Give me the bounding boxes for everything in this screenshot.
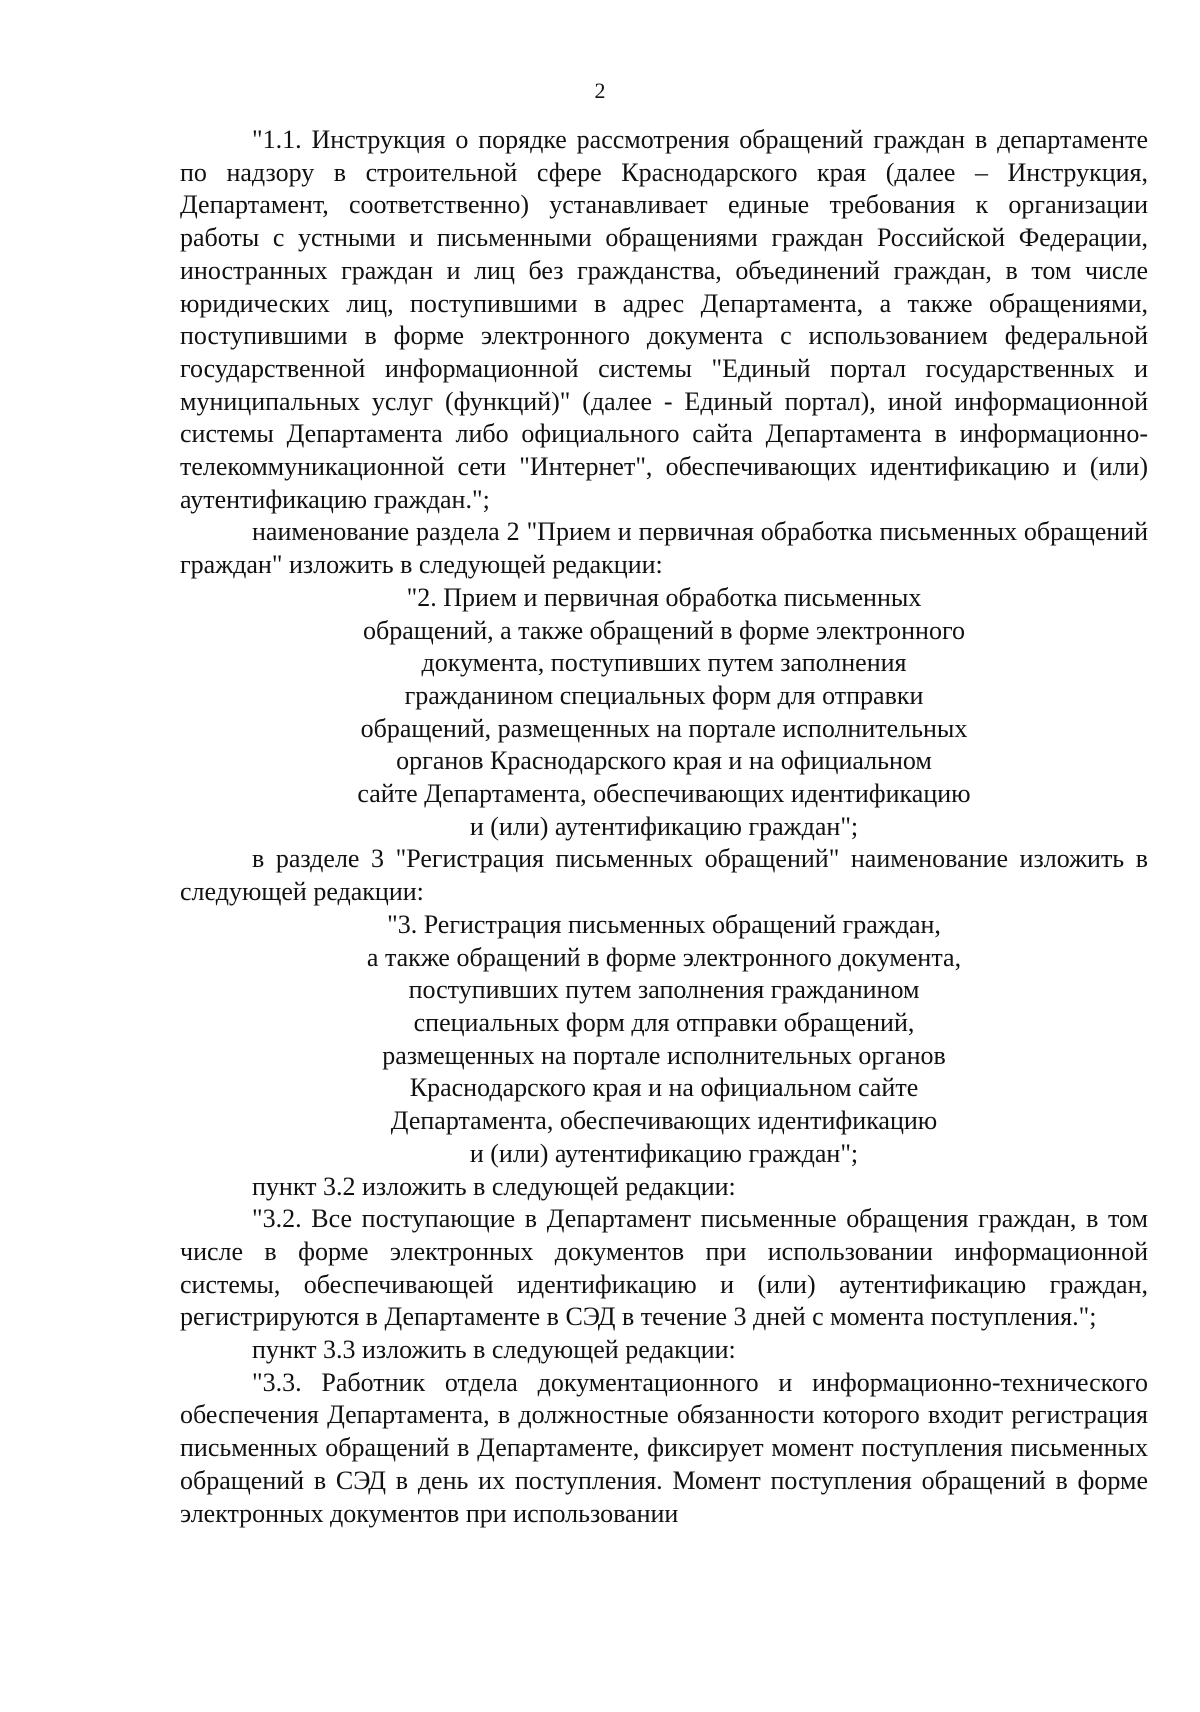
page-number: 2 [594,78,606,103]
paragraph-item-3-3-text: "3.3. Работник отдела документационного и информационно-технического обеспечения Департамента, в должностные обязанности которого входит регистрация письменных обращений в Департаменте, фиксирует момент поступления письменных обращений в СЭД в день их поступления. Момент поступления обращений в форме электронных документов при использовании [180,1367,1148,1528]
section-2-heading-quote: "2. Прием и первичная обработка письменных обращений, а также обращений в форме электронного документа, поступивших путем заполнения гражданином специальных форм для отправки обращений, размещенных на портале исполнительных органов Краснодарского края и на официальном сайте Департамента, обеспечивающих идентификацию и (или) аутентификацию граждан"; [357,582,971,841]
paragraph-item-3-3-intro: пункт 3.3 изложить в следующей редакции: [252,1335,736,1365]
section-3-heading-quote: "3. Регистрация письменных обращений граждан, а также обращений в форме электронного документа, поступивших путем заполнения гражданином специальных форм для отправки обращений, размещенных на портале исполнительных органов Краснодарского края и на официальном сайте Департамента, обеспечивающих идентификацию и (или) аутентификацию граждан"; [366,909,962,1168]
paragraph-1-1: "1.1. Инструкция о порядке рассмотрения обращений граждан в департаменте по надзору в строительной сфере Краснодарского края (далее – Инструкция, Департамент, соответственно) устанавливает единые требования к организации работы с устными и письменными обращениями граждан Российской Федерации, иностранных граждан и лиц без гражданства, объединений граждан, в том числе юридических лиц, поступившими в адрес Департамента, а также обращениями, поступившими в форме электронного документа с использованием федеральной государственной информационной системы "Единый портал государственных и муниципальных услуг (функций)" (далее - Единый портал), иной информационной системы Департамента либо официального сайта Департамента в информационно-телекоммуникационной сети "Интернет", обеспечивающих идентификацию и (или) аутентификацию граждан."; [180,125,1148,514]
document-body [180,124,1148,1530]
paragraph-section-3-title-change: в разделе 3 "Регистрация письменных обращений" наименование изложить в следующей редакции: [180,844,1148,907]
paragraph-item-3-2-intro: пункт 3.2 изложить в следующей редакции: [252,1171,736,1201]
paragraph-item-3-2-text: "3.2. Все поступающие в Департамент письменные обращения граждан, в том числе в форме электронных документов при использовании информационной системы, обеспечивающей идентификацию и (или) аутентификацию граждан, регистрируются в Департаменте в СЭД в течение 3 дней с момента поступления."; [180,1204,1148,1332]
paragraph-section-2-title-change: наименование раздела 2 "Прием и первичная обработка письменных обращений граждан" изложить в следующей редакции: [180,517,1148,580]
